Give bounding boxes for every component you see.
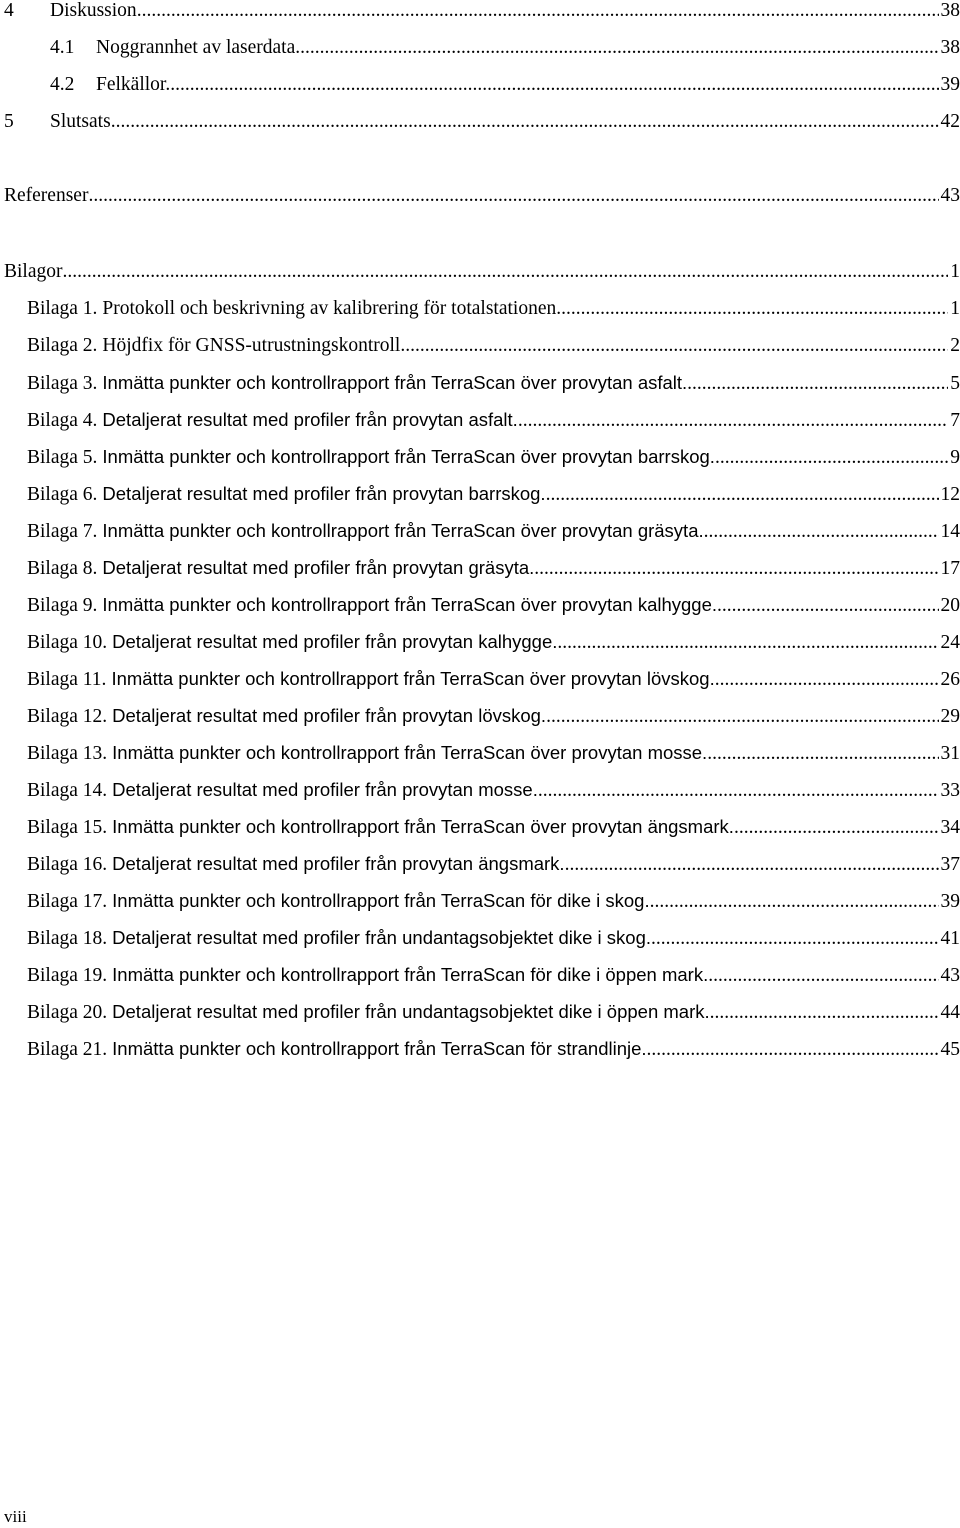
toc-entry-title: Detaljerat resultat med profiler från provytan asfalt. xyxy=(102,407,517,433)
toc-leader-dots xyxy=(704,519,939,545)
toc-entry-bilaga-16[interactable] xyxy=(27,851,960,877)
toc-entry-label: Bilaga 21. xyxy=(27,1037,107,1063)
toc-entry-label: Bilaga 3. xyxy=(27,371,97,397)
toc-entry-number: 4 xyxy=(4,0,50,24)
toc-entry-bilaga-20[interactable] xyxy=(27,999,960,1025)
toc-entry-page: 24 xyxy=(939,630,960,656)
toc-entry-bilaga-2[interactable] xyxy=(27,333,960,359)
toc-entry-label: Bilaga 11. xyxy=(27,667,106,693)
toc-entry-title: Bilagor xyxy=(4,259,63,285)
toc-entry-page: 31 xyxy=(939,741,960,767)
toc-entry-title: Detaljerat resultat med profiler från undantagsobjektet dike i skog. xyxy=(112,925,651,951)
toc-entry-number: 5 xyxy=(4,109,50,135)
toc-entry-bilaga-18[interactable] xyxy=(27,925,960,951)
toc-entry-bilaga-7[interactable] xyxy=(27,518,960,544)
toc-entry-title: Slutsats xyxy=(50,109,111,135)
toc-leader-dots xyxy=(715,667,939,693)
toc-entry-label: Bilaga 16. xyxy=(27,852,107,878)
toc-entry-title: Detaljerat resultat med profiler från provytan barrskog. xyxy=(102,481,545,507)
toc-leader-dots xyxy=(647,1037,939,1063)
toc-entry-slutsats[interactable] xyxy=(4,109,960,135)
toc-entry-label: Bilaga 4. xyxy=(27,408,97,434)
toc-leader-dots xyxy=(715,445,948,471)
toc-entry-noggrannhet[interactable] xyxy=(50,35,960,61)
toc-entry-title: Detaljerat resultat med profiler från provytan lövskog. xyxy=(112,703,546,729)
toc-entry-label: Bilaga 2. xyxy=(27,333,97,359)
toc-entry-page: 39 xyxy=(939,889,960,915)
toc-entry-page: 43 xyxy=(939,963,960,989)
toc-leader-dots xyxy=(295,35,938,61)
toc-entry-page: 2 xyxy=(948,333,960,359)
toc-entry-label: Bilaga 19. xyxy=(27,963,107,989)
toc-entry-title: Inmätta punkter och kontrollrapport från TerraScan över provytan barrskog. xyxy=(102,444,715,470)
toc-entry-title: Höjdfix för GNSS-utrustningskontroll. xyxy=(102,333,405,359)
toc-entry-label: Bilaga 7. xyxy=(27,519,97,545)
toc-entry-page: 20 xyxy=(939,593,960,619)
toc-leader-dots xyxy=(565,852,939,878)
toc-leader-dots xyxy=(650,889,939,915)
toc-entry-bilaga-21[interactable] xyxy=(27,1036,960,1062)
toc-entry-label: Bilaga 18. xyxy=(27,926,107,952)
toc-entry-page: 33 xyxy=(939,778,960,804)
toc-entry-page: 44 xyxy=(939,1000,960,1026)
toc-entry-label: Bilaga 6. xyxy=(27,482,97,508)
toc-entry-title: Felkällor. xyxy=(96,72,170,98)
toc-entry-label: Bilaga 5. xyxy=(27,445,97,471)
toc-entry-page: 38 xyxy=(939,35,960,61)
toc-entry-title: Detaljerat resultat med profiler från provytan gräsyta. xyxy=(102,555,534,581)
toc-leader-dots xyxy=(717,593,938,619)
toc-entry-page: 43 xyxy=(939,183,960,209)
toc-entry-bilaga-4[interactable] xyxy=(27,407,960,433)
toc-leader-dots xyxy=(405,333,948,359)
toc-entry-title: Inmätta punkter och kontrollrapport från TerraScan över provytan mosse. xyxy=(112,740,707,766)
toc-entry-felkallor[interactable] xyxy=(50,72,960,98)
toc-entry-page: 5 xyxy=(948,371,960,397)
toc-entry-bilagor[interactable] xyxy=(4,259,960,285)
toc-entry-bilaga-1[interactable] xyxy=(27,296,960,322)
toc-leader-dots xyxy=(708,963,938,989)
page-number: viii xyxy=(4,1506,27,1528)
toc-entry-label: Bilaga 13. xyxy=(27,741,107,767)
toc-entry-page: 37 xyxy=(939,852,960,878)
toc-leader-dots xyxy=(734,815,939,841)
toc-entry-bilaga-3[interactable] xyxy=(27,370,960,396)
toc-entry-title: Inmätta punkter och kontrollrapport från TerraScan över provytan gräsyta. xyxy=(102,518,703,544)
toc-entry-bilaga-12[interactable] xyxy=(27,703,960,729)
toc-leader-dots xyxy=(111,109,939,135)
toc-entry-bilaga-11[interactable] xyxy=(27,666,960,692)
toc-entry-title: Inmätta punkter och kontrollrapport från TerraScan över provytan ängsmark. xyxy=(112,814,734,840)
toc-entry-page: 29 xyxy=(939,704,960,730)
toc-entry-bilaga-13[interactable] xyxy=(27,740,960,766)
toc-entry-page: 38 xyxy=(939,0,960,24)
toc-leader-dots xyxy=(170,72,938,98)
toc-entry-label: Bilaga 20. xyxy=(27,1000,107,1026)
toc-entry-bilaga-17[interactable] xyxy=(27,888,960,914)
toc-entry-label: Bilaga 1. xyxy=(27,296,97,322)
toc-entry-diskussion[interactable] xyxy=(4,0,960,24)
toc-entry-title: Diskussion xyxy=(50,0,137,24)
toc-entry-title: Inmätta punkter och kontrollrapport från TerraScan över provytan asfalt. xyxy=(102,370,687,396)
toc-entry-referenser[interactable] xyxy=(4,183,960,209)
toc-entry-label: Bilaga 15. xyxy=(27,815,107,841)
toc-entry-title: Inmätta punkter och kontrollrapport från TerraScan över provytan lövskog. xyxy=(111,666,714,692)
toc-entry-title: Detaljerat resultat med profiler från provytan ängsmark. xyxy=(112,851,564,877)
toc-entry-title: Detaljerat resultat med profiler från provytan mosse. xyxy=(112,777,538,803)
toc-entry-bilaga-5[interactable] xyxy=(27,444,960,470)
toc-entry-title: Noggrannhet av laserdata xyxy=(96,35,295,61)
toc-entry-title: Inmätta punkter och kontrollrapport från TerraScan för dike i öppen mark. xyxy=(112,962,708,988)
toc-entry-label: Bilaga 10. xyxy=(27,630,107,656)
toc-entry-title: Inmätta punkter och kontrollrapport från TerraScan för dike i skog. xyxy=(112,888,649,914)
toc-leader-dots xyxy=(687,371,948,397)
toc-entry-bilaga-14[interactable] xyxy=(27,777,960,803)
toc-entry-number: 4.1 xyxy=(50,35,96,61)
toc-entry-page: 41 xyxy=(939,926,960,952)
toc-entry-bilaga-9[interactable] xyxy=(27,592,960,618)
toc-entry-label: Bilaga 12. xyxy=(27,704,107,730)
toc-leader-dots xyxy=(88,183,938,209)
toc-entry-page: 45 xyxy=(939,1037,960,1063)
toc-leader-dots xyxy=(707,741,938,767)
toc-entry-bilaga-6[interactable] xyxy=(27,481,960,507)
toc-leader-dots xyxy=(63,259,949,285)
toc-entry-bilaga-19[interactable] xyxy=(27,962,960,988)
toc-entry-page: 9 xyxy=(948,445,960,471)
toc-entry-title: Inmätta punkter och kontrollrapport från TerraScan för strandlinje. xyxy=(112,1036,646,1062)
toc-entry-page: 14 xyxy=(939,519,960,545)
toc-entry-label: Bilaga 14. xyxy=(27,778,107,804)
toc-entry-page: 39 xyxy=(939,72,960,98)
toc-entry-number: 4.2 xyxy=(50,72,96,98)
toc-leader-dots xyxy=(557,630,938,656)
toc-entry-page: 12 xyxy=(939,482,960,508)
toc-entry-title: Referenser xyxy=(4,183,88,209)
toc-entry-page: 1 xyxy=(948,259,960,285)
toc-leader-dots xyxy=(546,482,939,508)
toc-entry-page: 34 xyxy=(939,815,960,841)
toc-entry-page: 17 xyxy=(939,556,960,582)
toc-entry-title: Detaljerat resultat med profiler från undantagsobjektet dike i öppen mark. xyxy=(112,999,709,1025)
toc-leader-dots xyxy=(710,1000,939,1026)
toc-entry-label: Bilaga 8. xyxy=(27,556,97,582)
toc-leader-dots xyxy=(538,778,939,804)
toc-entry-page: 7 xyxy=(948,408,960,434)
toc-entry-page: 42 xyxy=(939,109,960,135)
toc-entry-bilaga-15[interactable] xyxy=(27,814,960,840)
toc-entry-bilaga-8[interactable] xyxy=(27,555,960,581)
toc-entry-label: Bilaga 9. xyxy=(27,593,97,619)
toc-leader-dots xyxy=(546,704,938,730)
toc-entry-title: Inmätta punkter och kontrollrapport från TerraScan över provytan kalhygge. xyxy=(102,592,717,618)
toc-entry-page: 1 xyxy=(948,296,960,322)
toc-leader-dots xyxy=(518,408,948,434)
toc-entry-title: Protokoll och beskrivning av kalibrering för totalstationen. xyxy=(102,296,561,322)
toc-entry-bilaga-10[interactable] xyxy=(27,629,960,655)
toc-entry-label: Bilaga 17. xyxy=(27,889,107,915)
toc-leader-dots xyxy=(651,926,938,952)
toc-leader-dots xyxy=(534,556,938,582)
toc-entry-title: Detaljerat resultat med profiler från provytan kalhygge. xyxy=(112,629,557,655)
toc-leader-dots xyxy=(137,0,939,24)
toc-leader-dots xyxy=(561,296,948,322)
toc-entry-page: 26 xyxy=(939,667,960,693)
